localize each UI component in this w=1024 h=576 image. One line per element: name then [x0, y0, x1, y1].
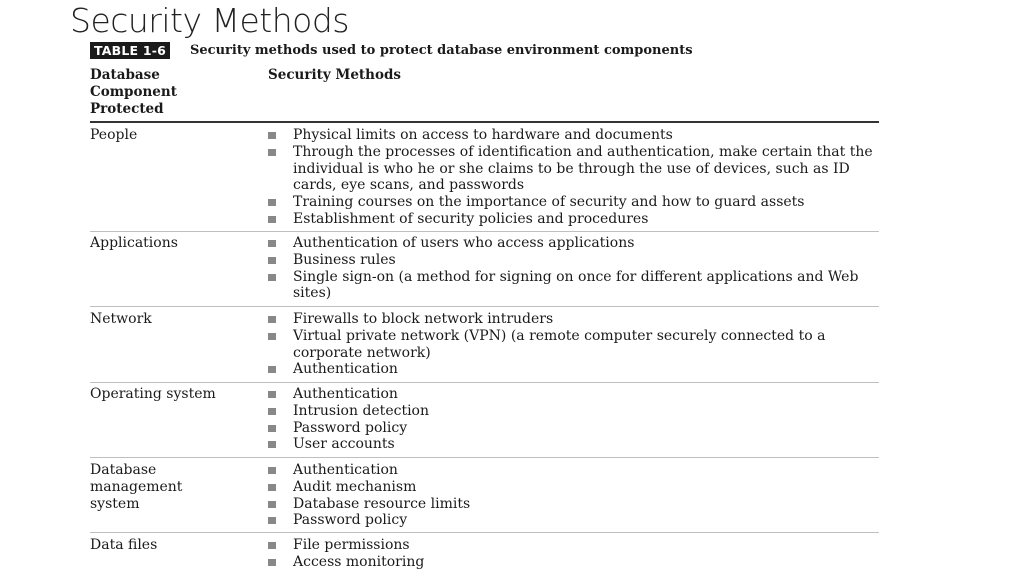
method-text: Training courses on the importance of security and how to guard assets [293, 194, 805, 211]
square-bullet-icon [268, 408, 276, 415]
square-bullet-icon [268, 216, 276, 223]
slide-title: Security Methods [70, 1, 349, 40]
method-text: User accounts [293, 436, 395, 453]
row-component-label: Operating system [90, 386, 216, 402]
square-bullet-icon [268, 257, 276, 264]
list-item [268, 328, 888, 362]
row-divider [90, 457, 879, 458]
list-item [268, 194, 888, 211]
list-item [268, 235, 888, 252]
method-text: File permissions [293, 537, 410, 553]
square-bullet-icon [268, 484, 276, 491]
list-item [268, 479, 888, 496]
square-bullet-icon [268, 542, 276, 549]
list-item [268, 144, 888, 194]
list-item [268, 512, 888, 529]
method-text: Firewalls to block network intruders [293, 311, 554, 327]
row-component-label: People [90, 127, 138, 143]
methods-list [268, 127, 888, 228]
row-divider [90, 382, 879, 383]
method-text: Physical limits on access to hardware and documents [293, 127, 673, 143]
method-text: Business rules [293, 251, 396, 268]
square-bullet-icon [268, 366, 276, 373]
table-caption [90, 41, 693, 59]
row-divider [90, 306, 879, 307]
method-text: Access monitoring [293, 553, 425, 570]
method-text: Audit mechanism [293, 478, 417, 495]
list-item [268, 403, 888, 420]
header-rule [90, 121, 879, 123]
square-bullet-icon [268, 467, 276, 474]
square-bullet-icon [268, 274, 276, 281]
square-bullet-icon [268, 501, 276, 508]
method-text: Database resource limits [293, 495, 471, 512]
row-divider [90, 231, 879, 232]
square-bullet-icon [268, 425, 276, 432]
list-item [268, 252, 888, 269]
square-bullet-icon [268, 391, 276, 398]
list-item [268, 361, 888, 378]
list-item [268, 211, 888, 228]
column-header-component: Database Component Protected [90, 67, 177, 117]
row-divider [90, 532, 879, 533]
row-component-label: Applications [90, 235, 178, 251]
row-component-label: Database management system [90, 462, 183, 512]
list-item [268, 496, 888, 513]
square-bullet-icon [268, 559, 276, 566]
method-text: Single sign-on (a method for signing on once for different applications and Web sites) [293, 268, 859, 302]
methods-list [268, 386, 888, 453]
methods-list [268, 462, 888, 529]
square-bullet-icon [268, 240, 276, 247]
column-header-methods: Security Methods [268, 67, 402, 83]
list-item [268, 462, 888, 479]
list-item [268, 311, 888, 328]
list-item [268, 127, 888, 144]
method-text: Authentication of users who access applications [293, 235, 635, 251]
method-text: Authentication [293, 361, 398, 378]
row-component-label: Network [90, 311, 152, 327]
square-bullet-icon [268, 316, 276, 323]
table-number-badge: TABLE 1-6 [90, 42, 170, 59]
methods-list [268, 235, 888, 302]
list-item [268, 269, 888, 303]
list-item [268, 537, 888, 554]
square-bullet-icon [268, 132, 276, 139]
method-text: Virtual private network (VPN) (a remote computer securely connected to a corporate network) [293, 327, 826, 361]
list-item [268, 386, 888, 403]
table-caption-text: Security methods used to protect database environment components [190, 42, 693, 58]
method-text: Authentication [293, 386, 398, 402]
method-text: Password policy [293, 512, 408, 529]
method-text: Establishment of security policies and procedures [293, 210, 649, 227]
method-text: Authentication [293, 462, 398, 478]
square-bullet-icon [268, 199, 276, 206]
list-item [268, 554, 888, 571]
square-bullet-icon [268, 333, 276, 340]
methods-list [268, 311, 888, 378]
row-component-label: Data files [90, 537, 158, 553]
list-item [268, 420, 888, 437]
method-text: Through the processes of identification and authentication, make certain that the individual is who he or she claims to be through the use of devices, such as ID cards, eye scans, and passwords [293, 143, 873, 194]
method-text: Password policy [293, 419, 408, 436]
method-text: Intrusion detection [293, 402, 429, 419]
square-bullet-icon [268, 441, 276, 448]
methods-list [268, 537, 888, 571]
list-item [268, 436, 888, 453]
square-bullet-icon [268, 517, 276, 524]
square-bullet-icon [268, 149, 276, 156]
